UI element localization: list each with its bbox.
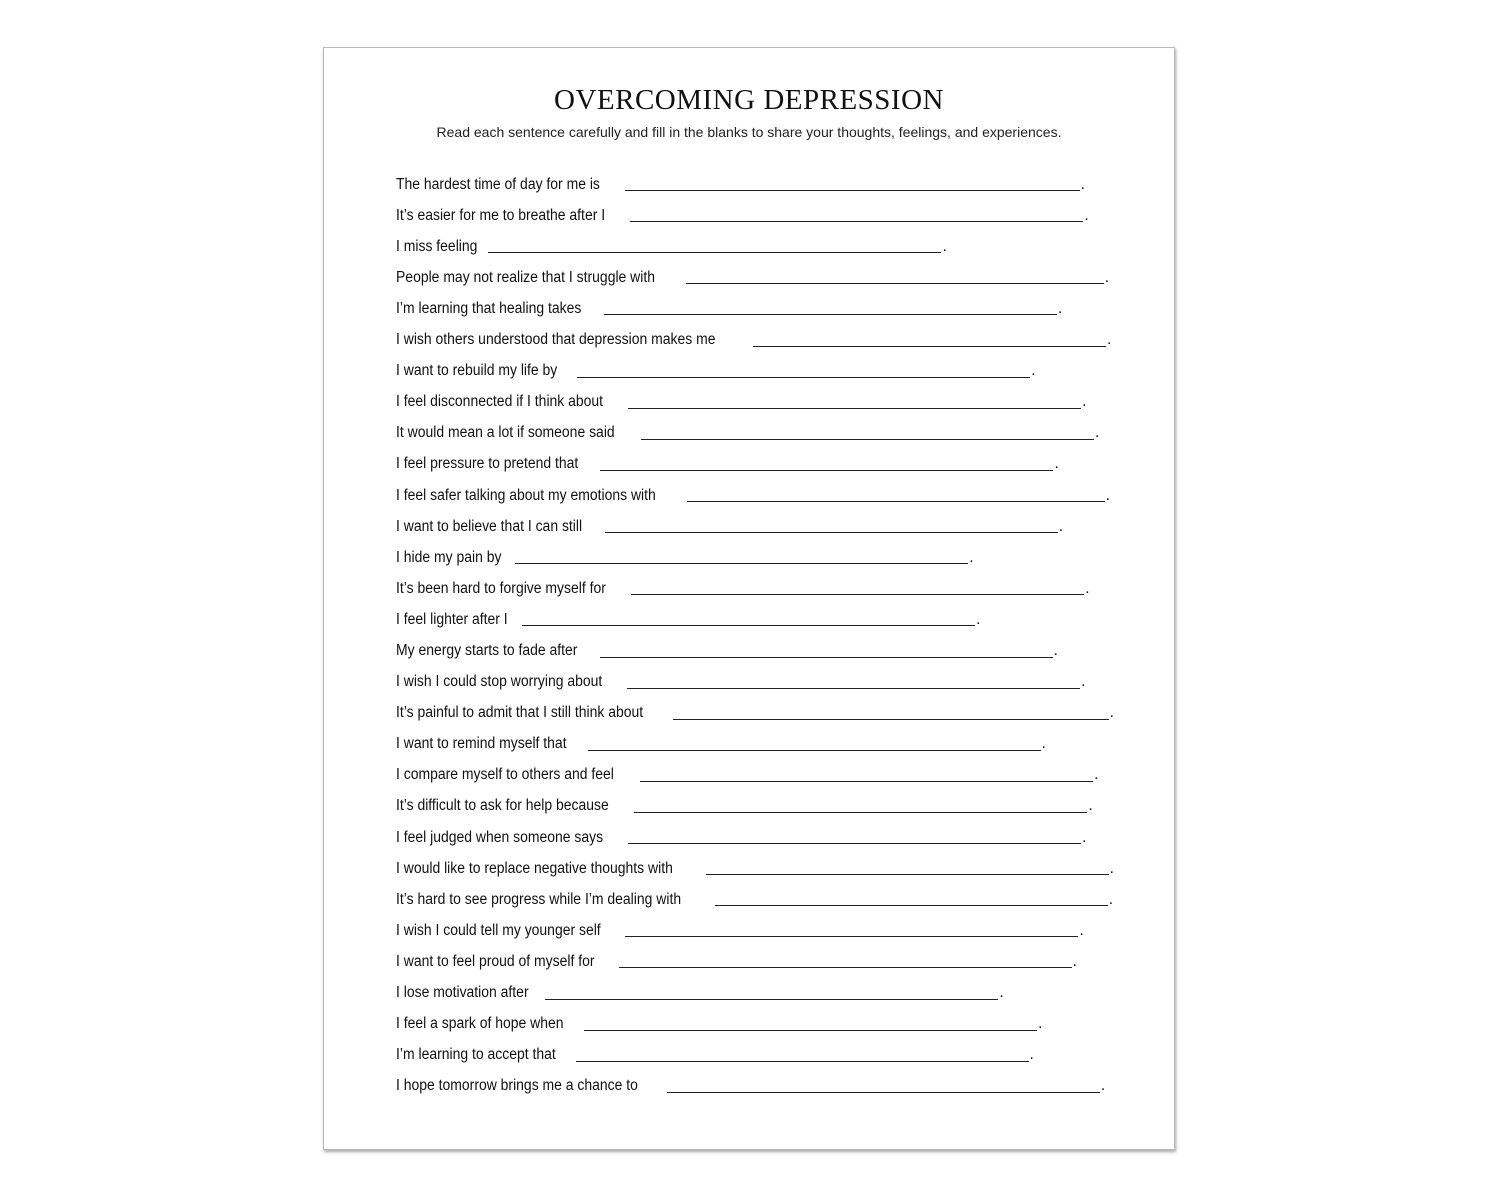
prompt-item <box>396 941 1156 972</box>
fill-in-blank[interactable] <box>627 687 1080 689</box>
fill-in-blank[interactable] <box>631 593 1084 595</box>
prompt-item <box>396 257 1156 288</box>
prompt-period: . <box>1106 331 1112 349</box>
prompt-item <box>396 226 1156 257</box>
prompt-item <box>396 848 1156 879</box>
fill-in-blank[interactable] <box>667 1091 1100 1093</box>
prompt-item <box>396 444 1156 475</box>
prompt-text: I miss feeling <box>396 237 478 255</box>
fill-in-blank[interactable] <box>628 842 1081 844</box>
prompt-text: People may not realize that I struggle with <box>396 268 655 286</box>
prompt-text: I compare myself to others and feel <box>396 766 614 784</box>
prompt-period: . <box>1094 424 1100 442</box>
prompt-period: . <box>1053 642 1058 659</box>
prompt-text: I want to feel proud of myself for <box>396 952 595 970</box>
fill-in-blank[interactable] <box>641 438 1094 440</box>
prompt-text: I feel pressure to pretend that <box>396 455 579 473</box>
prompt-period: . <box>1057 299 1063 317</box>
worksheet-title: OVERCOMING DEPRESSION <box>554 84 944 116</box>
prompt-item <box>396 1004 1156 1035</box>
prompt-item <box>396 413 1156 444</box>
prompt-item <box>396 506 1156 537</box>
prompt-text: I’m learning that healing takes <box>396 299 582 317</box>
fill-in-blank[interactable] <box>687 500 1105 502</box>
prompt-period: . <box>1108 890 1114 908</box>
prompt-item <box>396 475 1156 506</box>
prompt-item <box>396 724 1156 755</box>
prompt-item <box>396 786 1156 817</box>
prompt-period: . <box>1088 797 1093 815</box>
prompt-text: It’s difficult to ask for help because <box>396 797 609 815</box>
prompt-text: I want to remind myself that <box>396 735 567 753</box>
prompt-period: . <box>1109 859 1114 877</box>
fill-in-blank[interactable] <box>625 935 1078 937</box>
prompt-text: I lose motivation after <box>396 984 529 1002</box>
prompt-item <box>396 351 1156 382</box>
fill-in-blank[interactable] <box>715 904 1108 906</box>
prompt-text: I want to rebuild my life by <box>396 362 558 380</box>
prompt-period: . <box>976 610 981 628</box>
prompt-period: . <box>1082 393 1087 411</box>
prompt-text: I wish I could tell my younger self <box>396 921 601 939</box>
prompt-period: . <box>1072 952 1077 970</box>
fill-in-blank[interactable] <box>584 1029 1037 1031</box>
prompt-period: . <box>1084 206 1089 224</box>
prompt-period: . <box>1104 268 1110 286</box>
prompt-item <box>396 879 1156 910</box>
worksheet-instructions: Read each sentence carefully and fill in the blanks to share your thoughts, feelings, and experiences. <box>436 124 1062 140</box>
worksheet-page <box>323 47 1175 1150</box>
fill-in-blank[interactable] <box>515 562 968 564</box>
fill-in-blank[interactable] <box>488 251 941 253</box>
prompt-text: I wish I could stop worrying about <box>396 673 603 691</box>
prompt-period: . <box>1041 735 1046 753</box>
fill-in-blank[interactable] <box>600 656 1053 658</box>
prompt-item <box>396 537 1156 568</box>
prompt-text: It’s easier for me to breathe after I <box>396 206 606 224</box>
fill-in-blank[interactable] <box>706 873 1109 875</box>
prompt-period: . <box>1109 704 1114 722</box>
prompt-item <box>396 288 1156 319</box>
fill-in-blank[interactable] <box>588 749 1041 751</box>
prompt-item <box>396 599 1156 630</box>
prompt-text: My energy starts to fade after <box>396 642 578 659</box>
prompt-text: I hide my pain by <box>396 548 502 566</box>
prompt-text: I would like to replace negative thoughts with <box>396 859 673 877</box>
prompt-period: . <box>1054 455 1059 473</box>
prompt-text: I feel safer talking about my emotions with <box>396 486 656 504</box>
prompt-period: . <box>1094 766 1099 784</box>
prompt-text: I hope tomorrow brings me a chance to <box>396 1077 638 1095</box>
prompt-item <box>396 662 1156 693</box>
prompt-period: . <box>969 548 974 566</box>
fill-in-blank[interactable] <box>753 345 1106 347</box>
prompt-period: . <box>1029 1046 1034 1064</box>
prompt-item <box>396 630 1156 661</box>
prompt-text: I feel disconnected if I think about <box>396 393 604 411</box>
fill-in-blank[interactable] <box>522 624 975 626</box>
prompt-item <box>396 1035 1156 1066</box>
prompt-period: . <box>1079 921 1084 939</box>
prompt-list <box>396 164 1156 1097</box>
prompt-period: . <box>1080 175 1085 193</box>
prompt-period: . <box>1058 517 1064 535</box>
fill-in-blank[interactable] <box>630 220 1083 222</box>
fill-in-blank[interactable] <box>686 282 1104 284</box>
prompt-text: The hardest time of day for me is <box>396 175 600 193</box>
prompt-item <box>396 817 1156 848</box>
prompt-period: . <box>1105 486 1110 504</box>
prompt-text: I wish others understood that depression makes me <box>396 331 716 349</box>
prompt-period: . <box>1085 579 1090 597</box>
prompt-item <box>396 693 1156 724</box>
fill-in-blank[interactable] <box>619 966 1072 968</box>
fill-in-blank[interactable] <box>600 469 1053 471</box>
prompt-text: I’m learning to accept that <box>396 1046 556 1064</box>
fill-in-blank[interactable] <box>628 407 1081 409</box>
prompt-text: It’s been hard to forgive myself for <box>396 579 606 597</box>
prompt-item <box>396 972 1156 1003</box>
fill-in-blank[interactable] <box>604 313 1057 315</box>
prompt-period: . <box>1038 1015 1043 1033</box>
fill-in-blank[interactable] <box>605 531 1058 533</box>
prompt-text: I feel judged when someone says <box>396 828 604 846</box>
prompt-text: I want to believe that I can still <box>396 517 583 535</box>
fill-in-blank[interactable] <box>625 189 1080 191</box>
prompt-text: It’s hard to see progress while I’m dealing with <box>396 890 682 908</box>
prompt-period: . <box>1100 1077 1106 1095</box>
prompt-item <box>396 755 1156 786</box>
prompt-text: It would mean a lot if someone said <box>396 424 615 442</box>
fill-in-blank[interactable] <box>577 376 1030 378</box>
prompt-item <box>396 1066 1156 1097</box>
fill-in-blank[interactable] <box>634 811 1087 813</box>
prompt-period: . <box>1031 362 1036 380</box>
fill-in-blank[interactable] <box>640 780 1093 782</box>
prompt-item <box>396 568 1156 599</box>
prompt-text: I feel lighter after I <box>396 610 508 628</box>
prompt-item <box>396 319 1156 350</box>
fill-in-blank[interactable] <box>576 1060 1029 1062</box>
prompt-text: I feel a spark of hope when <box>396 1015 564 1033</box>
prompt-item <box>396 164 1156 195</box>
prompt-item <box>396 382 1156 413</box>
prompt-period: . <box>999 984 1004 1002</box>
prompt-period: . <box>942 237 947 255</box>
prompt-text: It’s painful to admit that I still think about <box>396 704 644 722</box>
prompt-item <box>396 195 1156 226</box>
fill-in-blank[interactable] <box>673 718 1109 720</box>
prompt-period: . <box>1082 828 1087 846</box>
prompt-period: . <box>1081 673 1086 691</box>
fill-in-blank[interactable] <box>545 998 998 1000</box>
prompt-item <box>396 910 1156 941</box>
